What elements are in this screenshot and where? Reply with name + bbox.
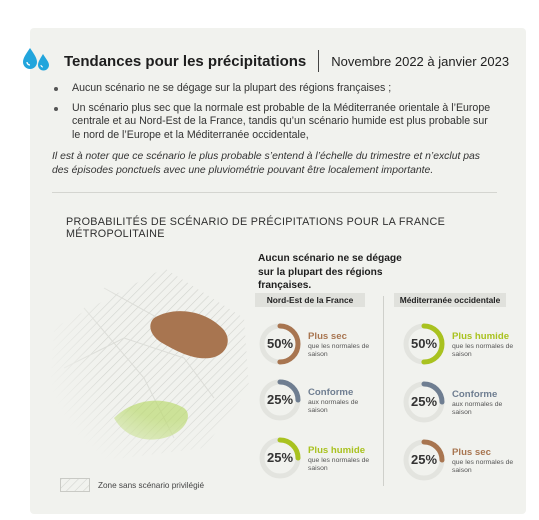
scenario-label: Plus humide <box>452 331 510 342</box>
divider <box>52 192 497 193</box>
header-separator <box>318 50 319 72</box>
bullet-list <box>52 82 492 148</box>
list-item <box>52 82 492 96</box>
legend <box>60 478 204 492</box>
probability-value: 25% <box>266 450 294 465</box>
probability-item <box>258 322 378 366</box>
probability-value: 50% <box>410 336 438 351</box>
scenario-label: Conforme <box>452 389 498 400</box>
probability-value: 25% <box>410 394 438 409</box>
scenario-label: Plus sec <box>308 331 347 342</box>
water-drops-icon <box>20 44 54 74</box>
column-header-nord-est: Nord-Est de la France <box>255 293 365 307</box>
section-title: PROBABILITÉS DE SCÉNARIO DE PRÉCIPITATIONS POUR LA FRANCE MÉTROPOLITAINE <box>66 216 446 240</box>
hatch-swatch <box>60 478 90 492</box>
probability-value: 50% <box>266 336 294 351</box>
probability-value: 25% <box>410 452 438 467</box>
scenario-sub: que les normales de saison <box>452 459 514 474</box>
list-item <box>52 102 492 143</box>
probability-item <box>402 380 522 424</box>
note-text: Il est à noter que ce scénario le plus probable s’entend à l’échelle du trimestre et n’exclut pas des épisodes ponctuels avec une pluviométrie pouvant être localement importante. <box>52 151 480 176</box>
probability-item <box>402 322 522 366</box>
probability-item <box>258 378 378 422</box>
period-label: Novembre 2022 à janvier 2023 <box>331 53 510 69</box>
scenario-sub: aux normales de saison <box>452 401 503 416</box>
scenario-label: Conforme <box>308 387 354 398</box>
legend-label: Zone sans scénario privilégié <box>98 480 205 490</box>
scenario-sub: que les normales de saison <box>308 457 370 472</box>
scenario-sub: que les normales de saison <box>452 343 514 358</box>
bullet-text: Aucun scénario ne se dégage sur la plupart des régions françaises ; <box>72 82 392 94</box>
probability-item <box>402 438 522 482</box>
header <box>64 50 509 72</box>
bullet-text: Un scénario plus sec que la normale est probable de la Méditerranée orientale à l’Europe centrale et au Nord-Est de la France, tandis qu’un scénario humide est plus probable sur le nord de l’Europe et la Méditerranée occidentale, <box>72 101 491 141</box>
bullet-dot <box>54 87 58 91</box>
bullet-dot <box>54 107 58 111</box>
probability-item <box>258 436 378 480</box>
france-map <box>44 248 254 468</box>
summary-text: Aucun scénario ne se dégage sur la plupart des régions françaises. <box>258 253 402 291</box>
scenario-sub: que les normales de saison <box>308 343 370 358</box>
column-header-mediterranee: Méditerranée occidentale <box>394 293 506 307</box>
probability-value: 25% <box>266 392 294 407</box>
scenario-label: Plus sec <box>452 447 491 458</box>
scenario-label: Plus humide <box>308 445 366 456</box>
column-separator <box>383 296 384 486</box>
scenario-sub: aux normales de saison <box>308 399 359 414</box>
page-title: Tendances pour les précipitations <box>64 52 307 70</box>
